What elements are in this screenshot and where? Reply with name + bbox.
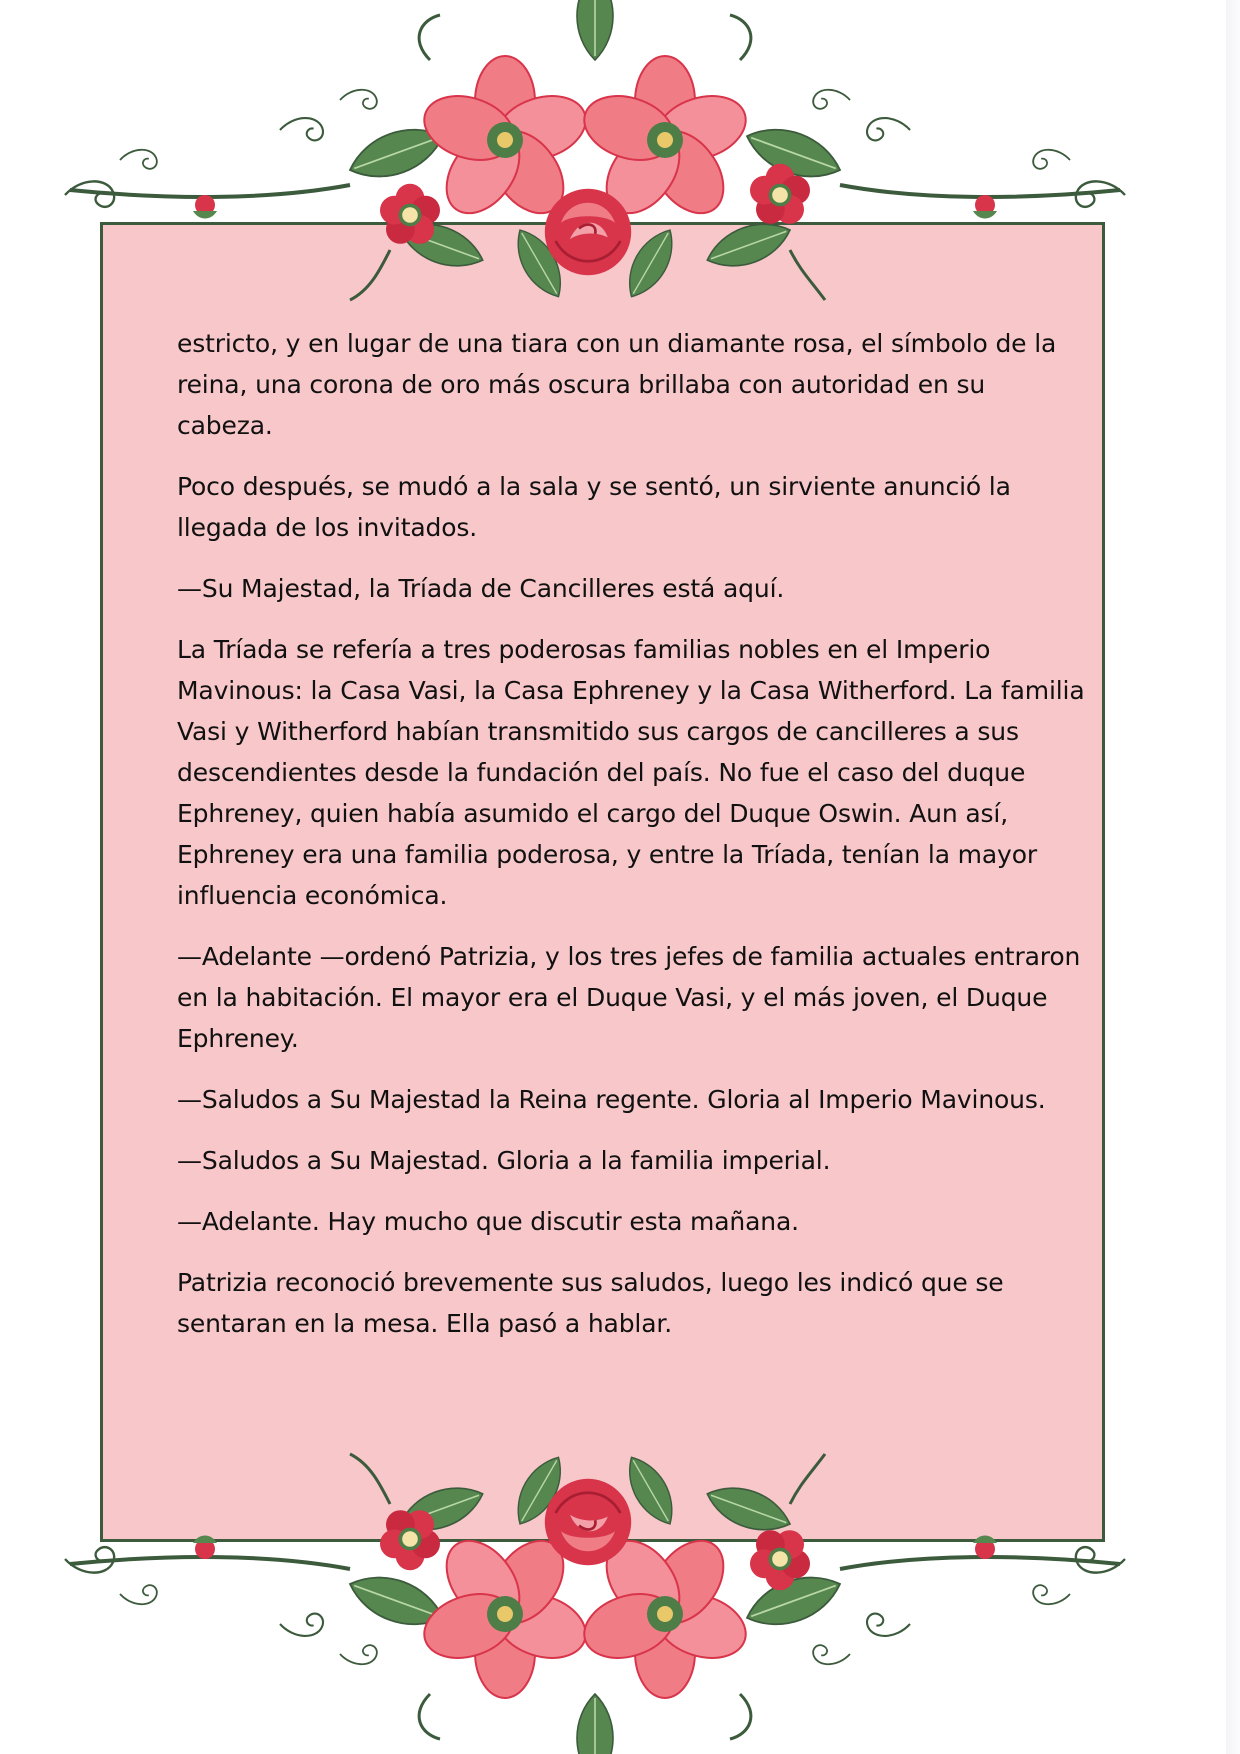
paragraph: Patrizia reconoció brevemente sus saludos, luego les indicó que se sentaran en la mesa. Ella pasó a hablar. bbox=[177, 1268, 1004, 1338]
paragraph: —Saludos a Su Majestad la Reina regente. Gloria al Imperio Mavinous. bbox=[177, 1085, 1046, 1114]
paragraph: —Saludos a Su Majestad. Gloria a la familia imperial. bbox=[177, 1146, 831, 1175]
top-floral-ornament-icon bbox=[50, 0, 1140, 330]
paragraph: La Tríada se refería a tres poderosas familias nobles en el Imperio Mavinous: la Casa Vasi, la Casa Ephreney y la Casa Witherford. La familia Vasi y Witherford habían transmitido sus cargos de cancilleres a sus descendientes desde la fundación del país. No fue el caso del duque Ephreney, quien había asumido el cargo del Duque Oswin. Aun así, Ephreney era una familia poderosa, y entre la Tríada, tenían la mayor influencia económica. bbox=[177, 635, 1085, 910]
bottom-floral-ornament-icon bbox=[50, 1424, 1140, 1754]
paragraph: Poco después, se mudó a la sala y se sentó, un sirviente anunció la llegada de los invitados. bbox=[177, 472, 1011, 542]
paragraph: —Adelante. Hay mucho que discutir esta mañana. bbox=[177, 1207, 799, 1236]
paragraph: —Adelante —ordenó Patrizia, y los tres jefes de familia actuales entraron en la habitación. El mayor era el Duque Vasi, y el más joven, el Duque Ephreney. bbox=[177, 942, 1081, 1053]
story-text bbox=[177, 323, 1087, 1364]
paragraph: estricto, y en lugar de una tiara con un diamante rosa, el símbolo de la reina, una corona de oro más oscura brillaba con autoridad en su cabeza. bbox=[177, 329, 1057, 440]
page-edge bbox=[1226, 0, 1240, 1754]
paragraph: —Su Majestad, la Tríada de Cancilleres está aquí. bbox=[177, 574, 785, 603]
